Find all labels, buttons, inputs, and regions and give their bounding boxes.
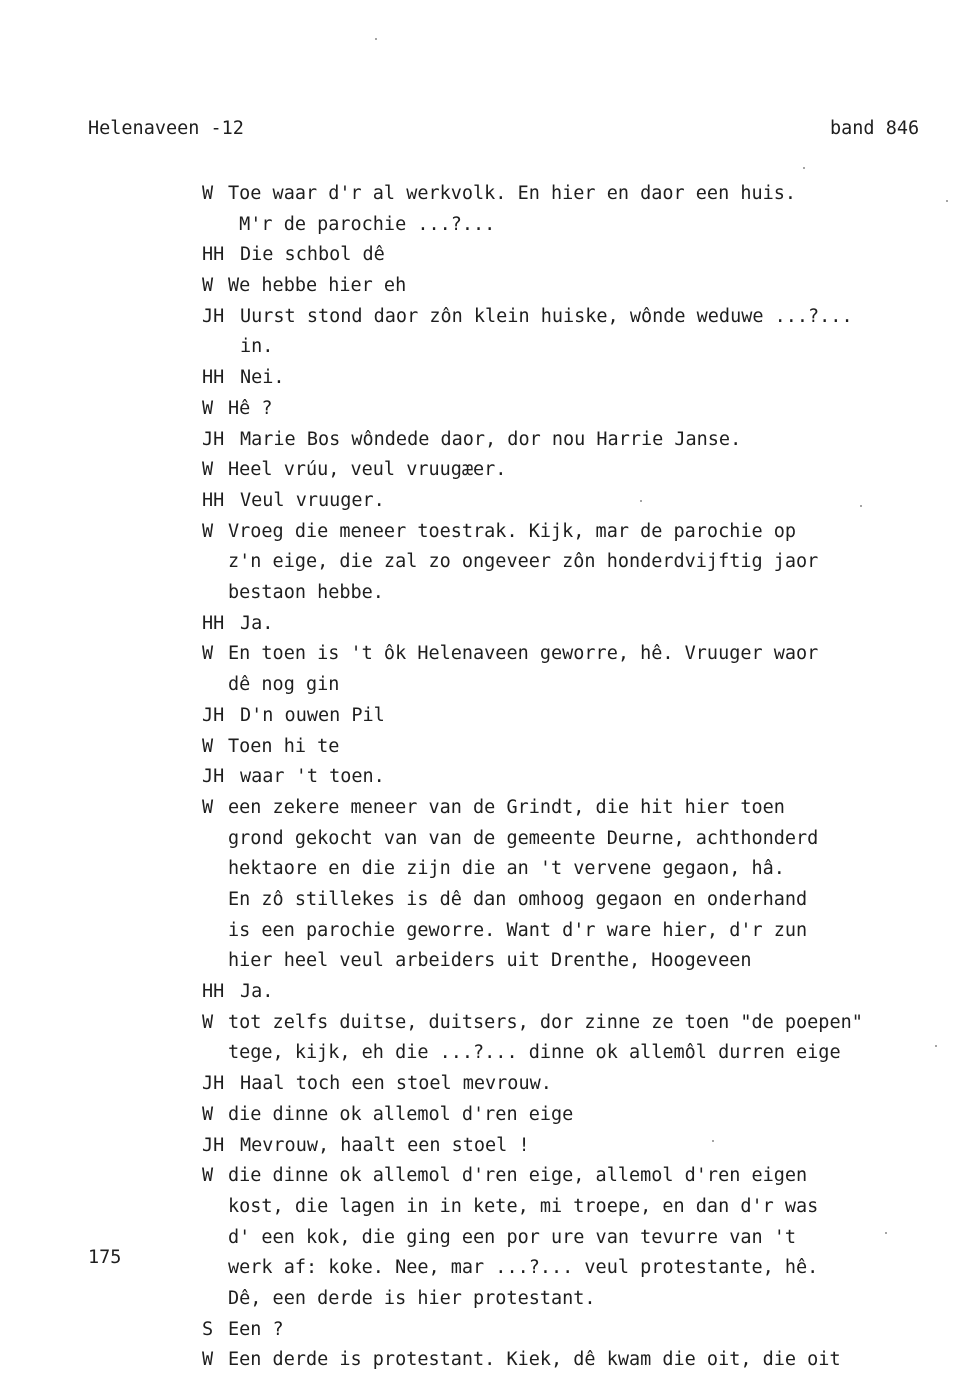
speaker-code: S — [202, 1318, 214, 1340]
utterance-line: Vroeg die meneer toestrak. Kijk, mar de parochie op — [228, 520, 797, 542]
scan-speck — [935, 1045, 937, 1047]
utterance-line: tege, kijk, eh die ...?... dinne ok allemôl durren eige — [228, 1042, 841, 1064]
transcript-turn — [202, 1345, 962, 1376]
transcript-turn — [202, 394, 962, 425]
transcript-turn — [202, 1315, 962, 1346]
utterance-line: Hê ? — [228, 397, 273, 419]
utterance-line: Marie Bos wôndede daor, dor nou Harrie Janse. — [240, 428, 742, 450]
speaker-code: HH — [202, 981, 225, 1003]
speaker-code: W — [202, 275, 214, 297]
utterance — [240, 302, 962, 363]
speaker-code: JH — [202, 1134, 225, 1156]
speaker-code: W — [202, 1349, 214, 1371]
utterance — [240, 1069, 962, 1100]
utterance-line: Mevrouw, haalt een stoel ! — [240, 1134, 530, 1156]
utterance — [240, 425, 962, 456]
utterance-line: d' een kok, die ging een por ure van tevurre van 't — [228, 1226, 797, 1248]
transcript-turn — [202, 425, 962, 456]
utterance — [240, 486, 962, 517]
utterance-line: M'r de parochie ...?... — [228, 213, 496, 235]
utterance-line: hektaore en die zijn die an 't vervene gegaon, hâ. — [228, 858, 785, 880]
utterance-line: z'n eige, die zal zo ongeveer zôn honderdvijftig jaor — [228, 551, 819, 573]
utterance-line: Haal toch een stoel mevrouw. — [240, 1073, 552, 1095]
speaker-code: JH — [202, 766, 225, 788]
transcript-turn — [202, 1161, 962, 1314]
transcript-turn — [202, 1131, 962, 1162]
margin-counter: 175 — [88, 1247, 122, 1268]
utterance-line: Toen hi te — [228, 735, 340, 757]
speaker-code: W — [202, 459, 214, 481]
speaker-code: W — [202, 183, 214, 204]
transcript-turn — [202, 517, 962, 609]
speaker-code: W — [202, 735, 214, 757]
utterance — [228, 1345, 962, 1376]
utterance-line: Heel vrúu, veul vruugæer. — [228, 459, 507, 481]
utterance-line: Ja. — [240, 981, 274, 1003]
utterance — [228, 1100, 962, 1131]
utterance-line: Nei. — [240, 367, 285, 389]
speaker-code: W — [202, 1165, 214, 1187]
transcript-turn — [202, 455, 962, 486]
utterance-line: We hebbe hier eh — [228, 275, 407, 297]
scan-speck — [375, 38, 377, 40]
utterance — [228, 732, 962, 763]
header-tape-number: band 846 — [830, 118, 920, 139]
utterance-line: Dê, een derde is hier protestant. — [228, 1287, 596, 1309]
utterance-line: Een derde is protestant. Kiek, dê kwam die oit, die oit — [228, 1349, 841, 1371]
utterance-line: grond gekocht van van de gemeente Deurne, achthonderd — [228, 827, 819, 849]
transcript-body — [202, 179, 962, 1376]
utterance — [240, 1131, 962, 1162]
transcript-turn — [202, 302, 962, 363]
utterance-line: werk af: koke. Nee, mar ...?... veul protestante, hê. — [228, 1257, 819, 1279]
transcript-turn — [202, 762, 962, 793]
transcript-turn — [202, 1100, 962, 1131]
utterance — [228, 793, 962, 977]
utterance-line: dê nog gin — [228, 674, 340, 696]
transcript-turn — [202, 179, 962, 240]
speaker-code: HH — [202, 244, 225, 266]
transcript-turn — [202, 486, 962, 517]
utterance — [240, 609, 962, 640]
speaker-code: HH — [202, 612, 225, 634]
transcript-turn — [202, 271, 962, 302]
utterance — [228, 517, 962, 609]
utterance — [240, 240, 962, 271]
transcript-turn — [202, 240, 962, 271]
speaker-code: HH — [202, 367, 225, 389]
speaker-code: JH — [202, 305, 225, 327]
utterance-line: die dinne ok allemol d'ren eige, allemol d'ren eigen — [228, 1165, 808, 1187]
transcript-turn — [202, 639, 962, 700]
utterance-line: tot zelfs duitse, duitsers, dor zinne ze toen "de poepen" — [228, 1011, 863, 1033]
transcript-turn — [202, 732, 962, 763]
utterance-line: hier heel veul arbeiders uit Drenthe, Hoogeveen — [228, 950, 752, 972]
speaker-code: W — [202, 1103, 214, 1125]
scan-speck — [640, 500, 642, 502]
utterance — [240, 977, 962, 1008]
utterance-line: D'n ouwen Pil — [240, 704, 385, 726]
speaker-code: JH — [202, 704, 225, 726]
speaker-code: JH — [202, 428, 225, 450]
utterance-line: die dinne ok allemol d'ren eige — [228, 1103, 574, 1125]
utterance-line: bestaon hebbe. — [228, 582, 384, 604]
utterance-line: Een ? — [228, 1318, 284, 1340]
utterance-line: Toe waar d'r al werkvolk. En hier en daor een huis. — [228, 183, 797, 204]
utterance-line: Ja. — [240, 612, 274, 634]
scan-speck — [803, 167, 805, 169]
header-place-page: Helenaveen -12 — [88, 118, 244, 139]
utterance — [228, 1161, 962, 1314]
transcript-turn — [202, 363, 962, 394]
speaker-code: W — [202, 397, 214, 419]
utterance-line: waar 't toen. — [240, 766, 385, 788]
transcript-turn — [202, 1069, 962, 1100]
scan-speck — [860, 505, 862, 507]
speaker-code: JH — [202, 1073, 225, 1095]
transcript-turn — [202, 609, 962, 640]
utterance — [228, 1008, 962, 1069]
utterance-line: En zô stillekes is dê dan omhoog gegaon en onderhand — [228, 888, 808, 910]
scan-speck — [712, 1140, 714, 1142]
utterance — [228, 271, 962, 302]
utterance — [240, 701, 962, 732]
speaker-code: HH — [202, 489, 225, 511]
transcript-turn — [202, 977, 962, 1008]
utterance-line: En toen is 't ôk Helenaveen geworre, hê. Vruuger waor — [228, 643, 819, 665]
speaker-code: W — [202, 520, 214, 542]
utterance — [240, 363, 962, 394]
utterance-line: Die schbol dê — [240, 244, 385, 266]
utterance-line: Veul vruuger. — [240, 489, 385, 511]
utterance-line: is een parochie geworre. Want d'r ware hier, d'r zun — [228, 919, 808, 941]
utterance — [228, 1315, 962, 1346]
utterance — [228, 455, 962, 486]
speaker-code: W — [202, 796, 214, 818]
utterance — [228, 179, 962, 240]
utterance — [228, 394, 962, 425]
utterance — [240, 762, 962, 793]
utterance — [228, 639, 962, 700]
speaker-code: W — [202, 1011, 214, 1033]
utterance-line: Uurst stond daor zôn klein huiske, wônde weduwe ...?... — [240, 305, 853, 327]
scan-speck — [946, 200, 948, 202]
utterance-line: in. — [240, 336, 274, 358]
transcript-turn — [202, 701, 962, 732]
speaker-code: W — [202, 643, 214, 665]
utterance-line: kost, die lagen in in kete, mi troepe, en dan d'r was — [228, 1195, 819, 1217]
utterance-line: een zekere meneer van de Grindt, die hit hier toen — [228, 796, 785, 818]
scan-speck — [885, 1232, 887, 1234]
transcript-turn — [202, 1008, 962, 1069]
transcript-turn — [202, 793, 962, 977]
